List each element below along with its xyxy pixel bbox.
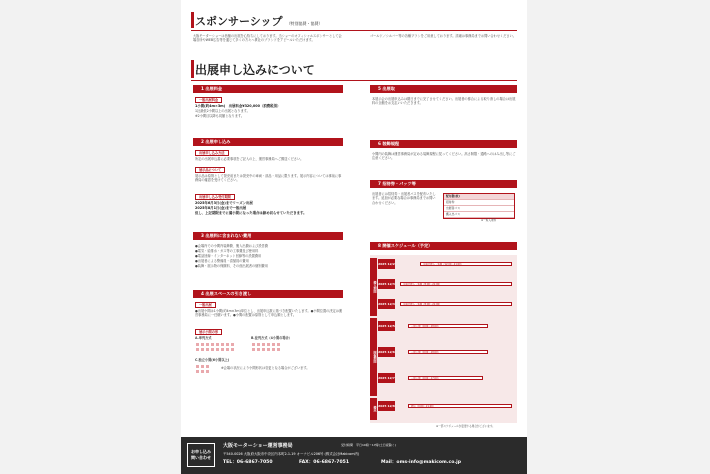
section-2-method-text: 所定の出展申込書に必要事項をご記入の上、運営事務局へご郵送ください。 — [195, 157, 304, 161]
section-3-header: 3 出展料に含まれない費用 — [193, 232, 343, 240]
section-6-header: 6 装飾規程 — [370, 140, 517, 148]
booth-diagram-b — [251, 342, 281, 352]
sponsor-accent-bar — [191, 12, 194, 28]
section-4-header: 4 出展スペースの引き渡し — [193, 290, 343, 298]
section-7-text: 出展者には招待券・出展者パスを配布いたします。追加が必要な場合は事務局までお問い合わせください。 — [372, 192, 436, 205]
apply-accent-bar — [191, 60, 194, 78]
section-3-item: ●会場内での小間内装飾費、搬入出費および設営費 — [195, 244, 268, 248]
section-4-tag-shape: 展示小間の形 — [195, 329, 222, 335]
section-2-tag-method: 出展申し込み方法 — [195, 150, 229, 156]
section-2-date-1: 2025年6月3日(金)までリーズン出展 — [195, 201, 253, 205]
schedule-group-label: 開催期間 — [370, 318, 377, 396]
booth-label-c: C.独立小間(6小間以上) — [195, 358, 230, 362]
address: 〒540-0026 大阪府大阪市中央区内本町2-1-19 オーナビル206号 (株式会社Makicom内) — [223, 452, 360, 456]
phone-number[interactable]: TEL：06-6867-7050 — [223, 460, 273, 465]
schedule-date: 2025 12/3 — [378, 279, 395, 289]
schedule-date: 2025 12/8 — [378, 401, 395, 411]
schedule-row — [370, 279, 517, 291]
schedule-group-label: 搬入期間 — [370, 258, 377, 316]
schedule-note: ※一部スケジュールが変更する場合がございます。 — [436, 425, 495, 428]
section-1-min: 1社最低2小間以上の出展となります。 — [195, 109, 250, 113]
schedule-group-label: 搬出 — [370, 398, 377, 420]
schedule-date: 2025 12/7 — [378, 373, 395, 383]
section-3-item: ●装飾・展示物の保険料、その他出展者の個別費用 — [195, 264, 268, 268]
section-2-date-2: 2025年8月1日(金)まで一般出展 — [195, 206, 247, 210]
schedule-date: 2025 12/5 — [378, 321, 395, 331]
sponsor-body-right: ゴールド／シルバー等の各種プランをご用意しております。詳細は事務局までお問い合わせください。 — [370, 34, 516, 38]
schedule-bar: 一般公開（9:00〜18:00） — [408, 324, 488, 328]
section-7-note: ※一般入場券 — [481, 219, 497, 222]
section-2-date-3: 但し、上記期限までに満小間になった場合は締め切らせていただきます。 — [195, 211, 307, 215]
sponsor-rule — [191, 30, 517, 31]
brochure-page — [181, 0, 527, 474]
schedule-bar: 出展者搬入・装飾（8:00〜21:00） — [400, 282, 512, 286]
section-3-item: ●出展者による警備員・清掃員の費用 — [195, 259, 249, 263]
contact-box — [187, 443, 215, 467]
schedule-date: 2025 12/6 — [378, 347, 395, 357]
invite-table-head: 配布数(枚) — [444, 194, 514, 200]
schedule-row — [370, 259, 517, 271]
office-hours: 受付時間 平日10時〜17時(土日祝除く) — [341, 443, 396, 447]
section-4-note: ※会場の状況により小間形状は変更となる場合がございます。 — [221, 366, 310, 370]
fax-number: FAX：06-6867-7051 — [299, 460, 350, 465]
sponsor-title: スポンサーシップ （特別協賛・協賛） — [195, 15, 323, 28]
booth-diagram-c — [195, 364, 210, 374]
schedule-bar: 出展者搬入・装飾（12:00〜21:00） — [420, 262, 512, 266]
contact-box-line: 問い合わせ — [191, 455, 211, 460]
booth-label-b: B.並列方式（4小間の場合） — [251, 336, 292, 340]
section-3-item: ●電話回線・インターネット回線等の設置費用 — [195, 254, 262, 258]
section-5-header: 5 出展取 — [370, 85, 517, 93]
schedule-row — [370, 347, 517, 359]
invite-table-row: 招待券 — [444, 200, 514, 206]
email-link[interactable]: Mail：oms-info@makicom.co.jp — [381, 460, 462, 465]
contact-box-line: お申し込み — [191, 449, 211, 454]
schedule-row — [370, 321, 517, 333]
sponsor-body-left: 大阪モーターショーは皆様の出展を心待ちにしております。当ショーのオフィシャルスポンサーとして会場各所やWEB広告等を通じて多くの方々へ貴社のブランドをアピールいただけます。 — [193, 34, 342, 43]
apply-title: 出展申し込みについて — [195, 63, 315, 77]
section-1-note: ※2小間目以降も同額となります。 — [195, 114, 245, 118]
org-name: 大阪モーターショー運営事務局 — [223, 443, 293, 449]
section-1-tag: 一般出展料金 — [195, 97, 222, 103]
section-2-tag-exhibit: 展示品について — [195, 167, 225, 173]
section-2-header: 2 出展申し込み — [193, 138, 343, 146]
section-7-header: 7 招待券・パッツ等 — [370, 180, 517, 188]
schedule-date: 2025 12/2 — [378, 259, 395, 269]
contact-footer — [181, 437, 527, 474]
schedule-row — [370, 299, 517, 311]
schedule-bar: 搬出（9:00〜21:00） — [408, 404, 512, 408]
section-1-header: 1 出展料金 — [193, 85, 343, 93]
schedule-row — [370, 401, 517, 413]
schedule-bar: 一般公開（9:00〜18:00） — [408, 350, 488, 354]
section-2-exhibit-text: 展示品は原則として発売前または発売中の車両・部品・用品に限ります。展示内容については事前に事務局の確認を受けてください。 — [195, 174, 342, 183]
section-4-text: ●出展小間は1小間(約4m×3m)単位とし、出展申込数に基づき配置いたします。●小間位置の決定は運営事務局に一任願います。●小間の配置は原則として申込順とします。 — [195, 309, 343, 318]
section-4-tag: 一般出展 — [195, 302, 216, 308]
invite-table — [443, 193, 515, 219]
section-1-price: 1小間(約4m×3m) 出展料金¥320,000（消費税別） — [195, 104, 281, 108]
section-5-text: 本展示会の出展申込みは期日までに完了させてください。出展者の都合による取り消しの場合は出展料の全額をお支払いいただきます。 — [372, 97, 516, 106]
schedule-row — [370, 373, 517, 385]
schedule-panel — [370, 255, 517, 423]
section-2-tag-period: 出展申し込み受付期間 — [195, 194, 235, 200]
section-6-text: 小間内の装飾は運営事務局が定める装飾規程に従ってください。高さ制限・通路へのはみ出し等にご注意ください。 — [372, 152, 516, 161]
schedule-bar: 一般公開（9:00〜17:00） — [408, 376, 483, 380]
section-3-item: ●電気・給排水・ガス等の工事費及び使用料 — [195, 249, 259, 253]
invite-table-row: 搬入出パス — [444, 212, 514, 218]
apply-rule — [191, 80, 517, 81]
booth-label-a: A.単列方式 — [195, 336, 212, 340]
schedule-bar: 出展者搬入・装飾（8:00〜21:00） — [400, 302, 512, 306]
booth-diagram-a — [195, 342, 235, 352]
schedule-date: 2025 12/4 — [378, 299, 395, 309]
invite-table-row: 出展者パス — [444, 206, 514, 212]
section-8-header: 8 開催スケジュール（予定） — [370, 242, 517, 250]
sponsor-subtitle: （特別協賛・協賛） — [286, 21, 323, 26]
